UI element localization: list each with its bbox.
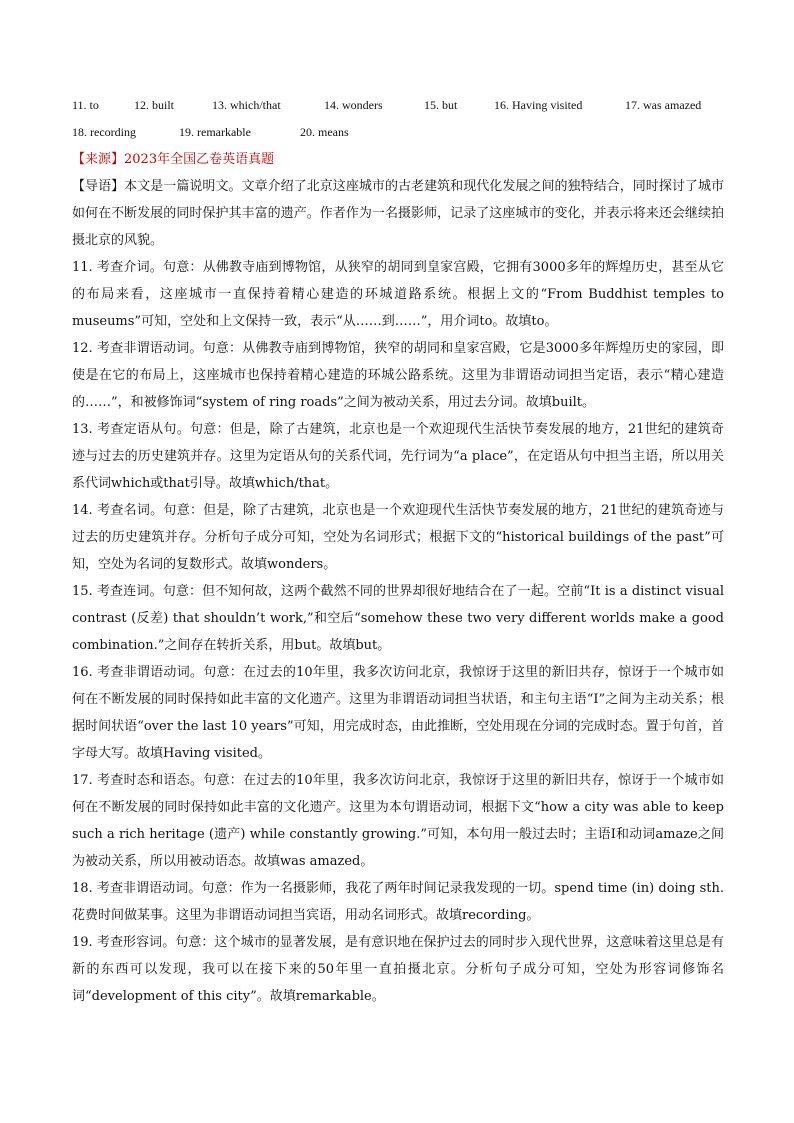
- answer-item: 14. wonders: [324, 98, 383, 112]
- source-tag: 【来源】: [72, 152, 125, 167]
- answer-item: 13. which/that: [212, 98, 281, 112]
- explanation-11: 11. 考查介词。句意：从佛教寺庙到博物馆，从狭窄的胡同到皇家宫殿，它拥有3000多年的辉煌历史，甚至从它的布局来看，这座城市一直保持着精心建造的环城道路系统。根据上文的“From Buddhist temples to museums”可知，空处和上文保持一致，表示“从……到……”，用介词to。故填to。: [72, 260, 724, 329]
- explanation-15: 15. 考查连词。句意：但不知何故，这两个截然不同的世界却很好地结合在了一起。空前“It is a distinct visual contrast (反差) that shouldn’t work,”和空后“somehow these two very different worlds make a good combination.”之间存在转折关系，用but。故填but。: [72, 584, 724, 653]
- answer-key-row-1: [72, 92, 724, 119]
- answer-item: 11. to: [72, 98, 99, 112]
- source-line: [72, 146, 724, 173]
- explanation-16: 16. 考查非谓语动词。句意：在过去的10年里，我多次访问北京，我惊讶于这里的新旧共存，惊讶于一个城市如何在不断发展的同时保持如此丰富的文化遗产。这里为非谓语动词担当状语，和主句主语“I”之间为主动关系；根据时间状语“over the last 10 years”可知，用完成时态，由此推断，空处用现在分词的完成时态。置于句首，首字母大写。故填Having visited。: [72, 665, 724, 761]
- explanation-14: 14. 考查名词。句意：但是，除了古建筑，北京也是一个欢迎现代生活快节奏发展的地方，21世纪的建筑奇迹与过去的历史建筑并存。分析句子成分可知，空处为名词形式；根据下文的“historical buildings of the past”可知，空处为名词的复数形式。故填wonders。: [72, 503, 724, 572]
- explanation-13: 13. 考查定语从句。句意：但是，除了古建筑，北京也是一个欢迎现代生活快节奏发展的地方，21世纪的建筑奇迹与过去的历史建筑并存。这里为定语从句的关系代词，先行词为“a place”，在定语从句中担当主语，所以用关系代词which或that引导。故填which/that。: [72, 422, 724, 491]
- intro-paragraph: 【导语】本文是一篇说明文。文章介绍了北京这座城市的古老建筑和现代化发展之间的独特结合，同时探讨了城市如何在不断发展的同时保护其丰富的遗产。作者作为一名摄影师，记录了这座城市的变化，并表示将来还会继续拍摄北京的风貌。: [72, 179, 724, 248]
- answer-item: 20. means: [300, 125, 349, 139]
- answer-item: 12. built: [134, 98, 175, 112]
- explanation-17: 17. 考查时态和语态。句意：在过去的10年里，我多次访问北京，我惊讶于这里的新旧共存，惊讶于一个城市如何在不断发展的同时保持如此丰富的文化遗产。这里为本句谓语动词，根据下文“how a city was able to keep such a rich heritage (遗产) while constantly growing.”可知，本句用一般过去时；主语I和动词amaze之间为被动关系，所以用被动语态。故填was amazed。: [72, 773, 724, 869]
- answer-item: 16. Having visited: [494, 98, 583, 112]
- explanation-19: 19. 考查形容词。句意：这个城市的显著发展，是有意识地在保护过去的同时步入现代世界，这意味着这里总是有新的东西可以发现，我可以在接下来的50年里一直拍摄北京。分析句子成分可知，空处为形容词修饰名词“development of this city”。故填remarkable。: [72, 935, 724, 1004]
- answer-item: 17. was amazed: [625, 98, 702, 112]
- answer-key-row-2: [72, 119, 724, 146]
- answer-item: 15. but: [424, 98, 458, 112]
- explanation-12: 12. 考查非谓语动词。句意：从佛教寺庙到博物馆，狭窄的胡同和皇家宫殿，它是3000多年辉煌历史的家园，即使是在它的布局上，这座城市也保持着精心建造的环城公路系统。这里为非谓语动词担当定语，表示“精心建造的……”，和被修饰词“system of ring roads”之间为被动关系，用过去分词。故填built。: [72, 341, 724, 410]
- document-page: [72, 92, 724, 1010]
- answer-item: 18. recording: [72, 125, 136, 139]
- explanation-18: 18. 考查非谓语动词。句意：作为一名摄影师，我花了两年时间记录我发现的一切。spend time (in) doing sth.花费时间做某事。这里为非谓语动词担当宾语，用动名词形式。故填recording。: [72, 881, 724, 923]
- answer-item: 19. remarkable: [179, 125, 251, 139]
- source-text: 2023年全国乙卷英语真题: [124, 152, 275, 167]
